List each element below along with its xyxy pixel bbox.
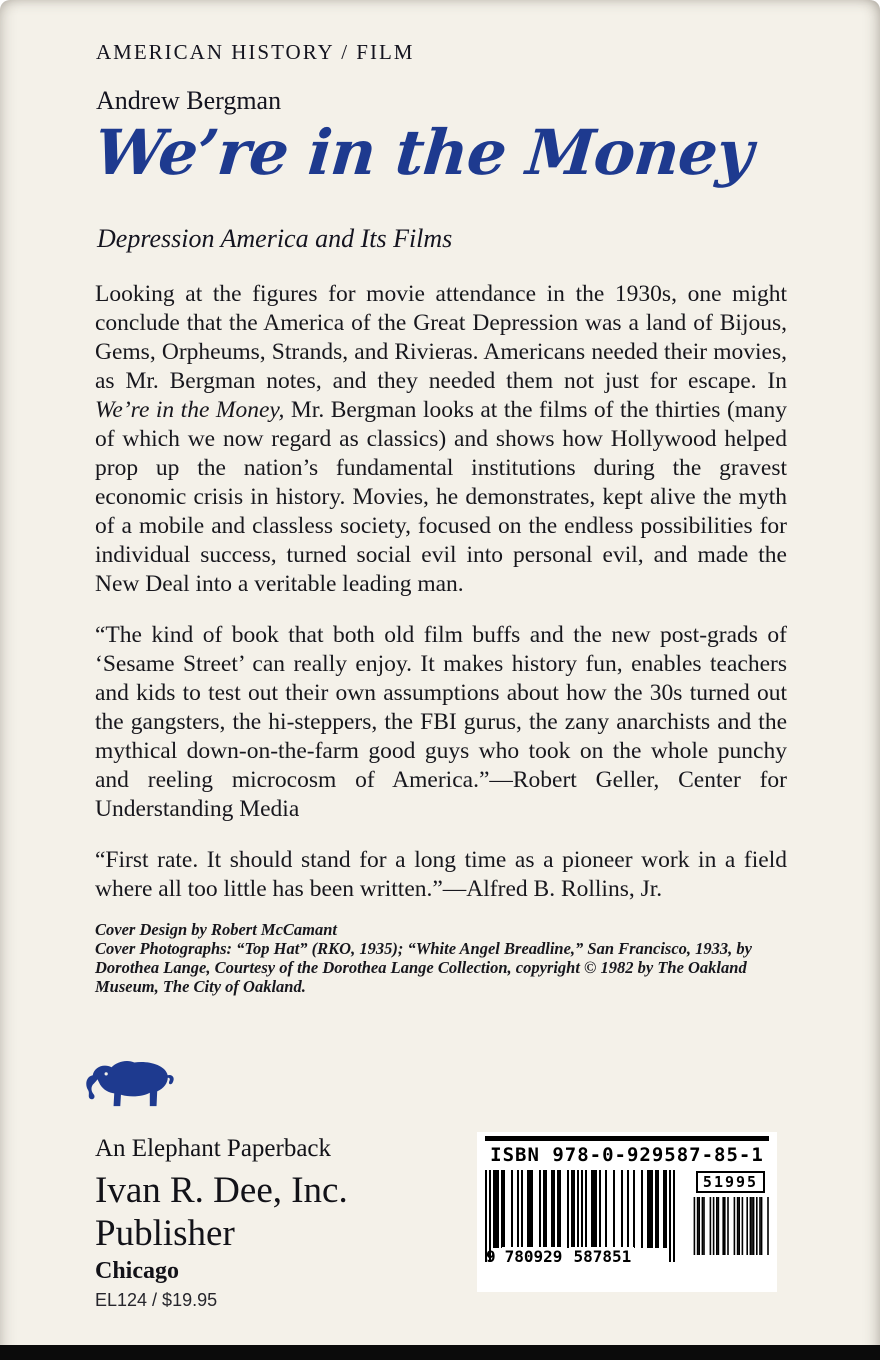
ean13-barcode (485, 1170, 675, 1266)
description-part2: Mr. Bergman looks at the films of the thirties (many of which we now regard as classics) and shows how Hollywood helped prop up the nation’s fundamental institutions during the gravest economic crisis in history. Movies, he demonstrates, kept alive the myth of a mobile and classless society, focused on the endless possibilities for individual success, turned social evil into personal evil, and made the New Deal into a veritable leading man. (95, 397, 787, 597)
book-subtitle: Depression America and Its Films (97, 224, 453, 253)
book-title: We’re in the Money (92, 116, 756, 189)
barcode-panel (477, 1132, 777, 1292)
ean5-addon-barcode (692, 1171, 769, 1255)
addon-price-code: 51995 (696, 1171, 765, 1193)
publisher-name: Ivan R. Dee, Inc. (95, 1170, 348, 1211)
review-quote-geller: “The kind of book that both old film buffs and the new post-grads of ‘Sesame Street’ can really enjoy. It makes history fun, enables teachers and kids to test out their own assumptions about how the 30s turned out the gangsters, the hi-steppers, the FBI gurus, the zany anarchists and the mythical down-on-the-farm good guys who took on the whole punchy and reeling microcosm of America.”—Robert Geller, Center for Understanding Media (95, 622, 787, 822)
category-label: AMERICAN HISTORY / FILM (96, 40, 415, 64)
publisher-block (95, 1134, 348, 1311)
credit-cover-design: Cover Design by Robert McCamant (95, 920, 337, 939)
credit-cover-photographs: Cover Photographs: “Top Hat” (RKO, 1935); “White Angel Breadline,” San Francisco, 1933, by Dorothea Lange, Courtesy of the Dorothea Lange Collection, copyright © 1982 by The Oakland Museum, The City of Oakland. (95, 939, 752, 996)
publisher-city: Chicago (95, 1258, 179, 1284)
imprint-name: An Elephant Paperback (95, 1135, 332, 1162)
credits-block (95, 920, 787, 996)
description-paragraph (95, 280, 787, 599)
description-title-mention: We’re in the Money, (95, 397, 285, 423)
description-part1: Looking at the figures for movie attendance in the 1930s, one might conclude that the America of the Great Depression was a land of Bijous, Gems, Orpheums, Strands, and Rivieras. Americans needed their movies, as Mr. Bergman notes, and they needed them not just for escape. In (95, 281, 787, 394)
ean-digit-group: 780929 (502, 1247, 566, 1266)
scan-edge-strip (0, 1345, 880, 1360)
barcode-top-rule (485, 1136, 769, 1141)
isbn-label: ISBN 978-0-929587-85-1 (490, 1144, 764, 1166)
ean13-digits (485, 1247, 675, 1266)
catalog-number-price: EL124 / $19.95 (95, 1290, 218, 1310)
author-name: Andrew Bergman (96, 86, 282, 115)
back-cover-text-column (95, 280, 787, 996)
barcode-row (485, 1170, 769, 1266)
ean-digit-group: 587851 (570, 1247, 634, 1266)
ean5-bars-icon (692, 1197, 769, 1255)
ean-digit-group: 9 (486, 1247, 496, 1266)
review-quote-rollins: “First rate. It should stand for a long time as a pioneer work in a field where all too little has been written.”—Alfred B. Rollins, Jr. (95, 847, 787, 902)
elephant-icon (82, 1056, 176, 1116)
publisher-role: Publisher (95, 1213, 235, 1254)
elephant-logo (82, 1056, 176, 1116)
